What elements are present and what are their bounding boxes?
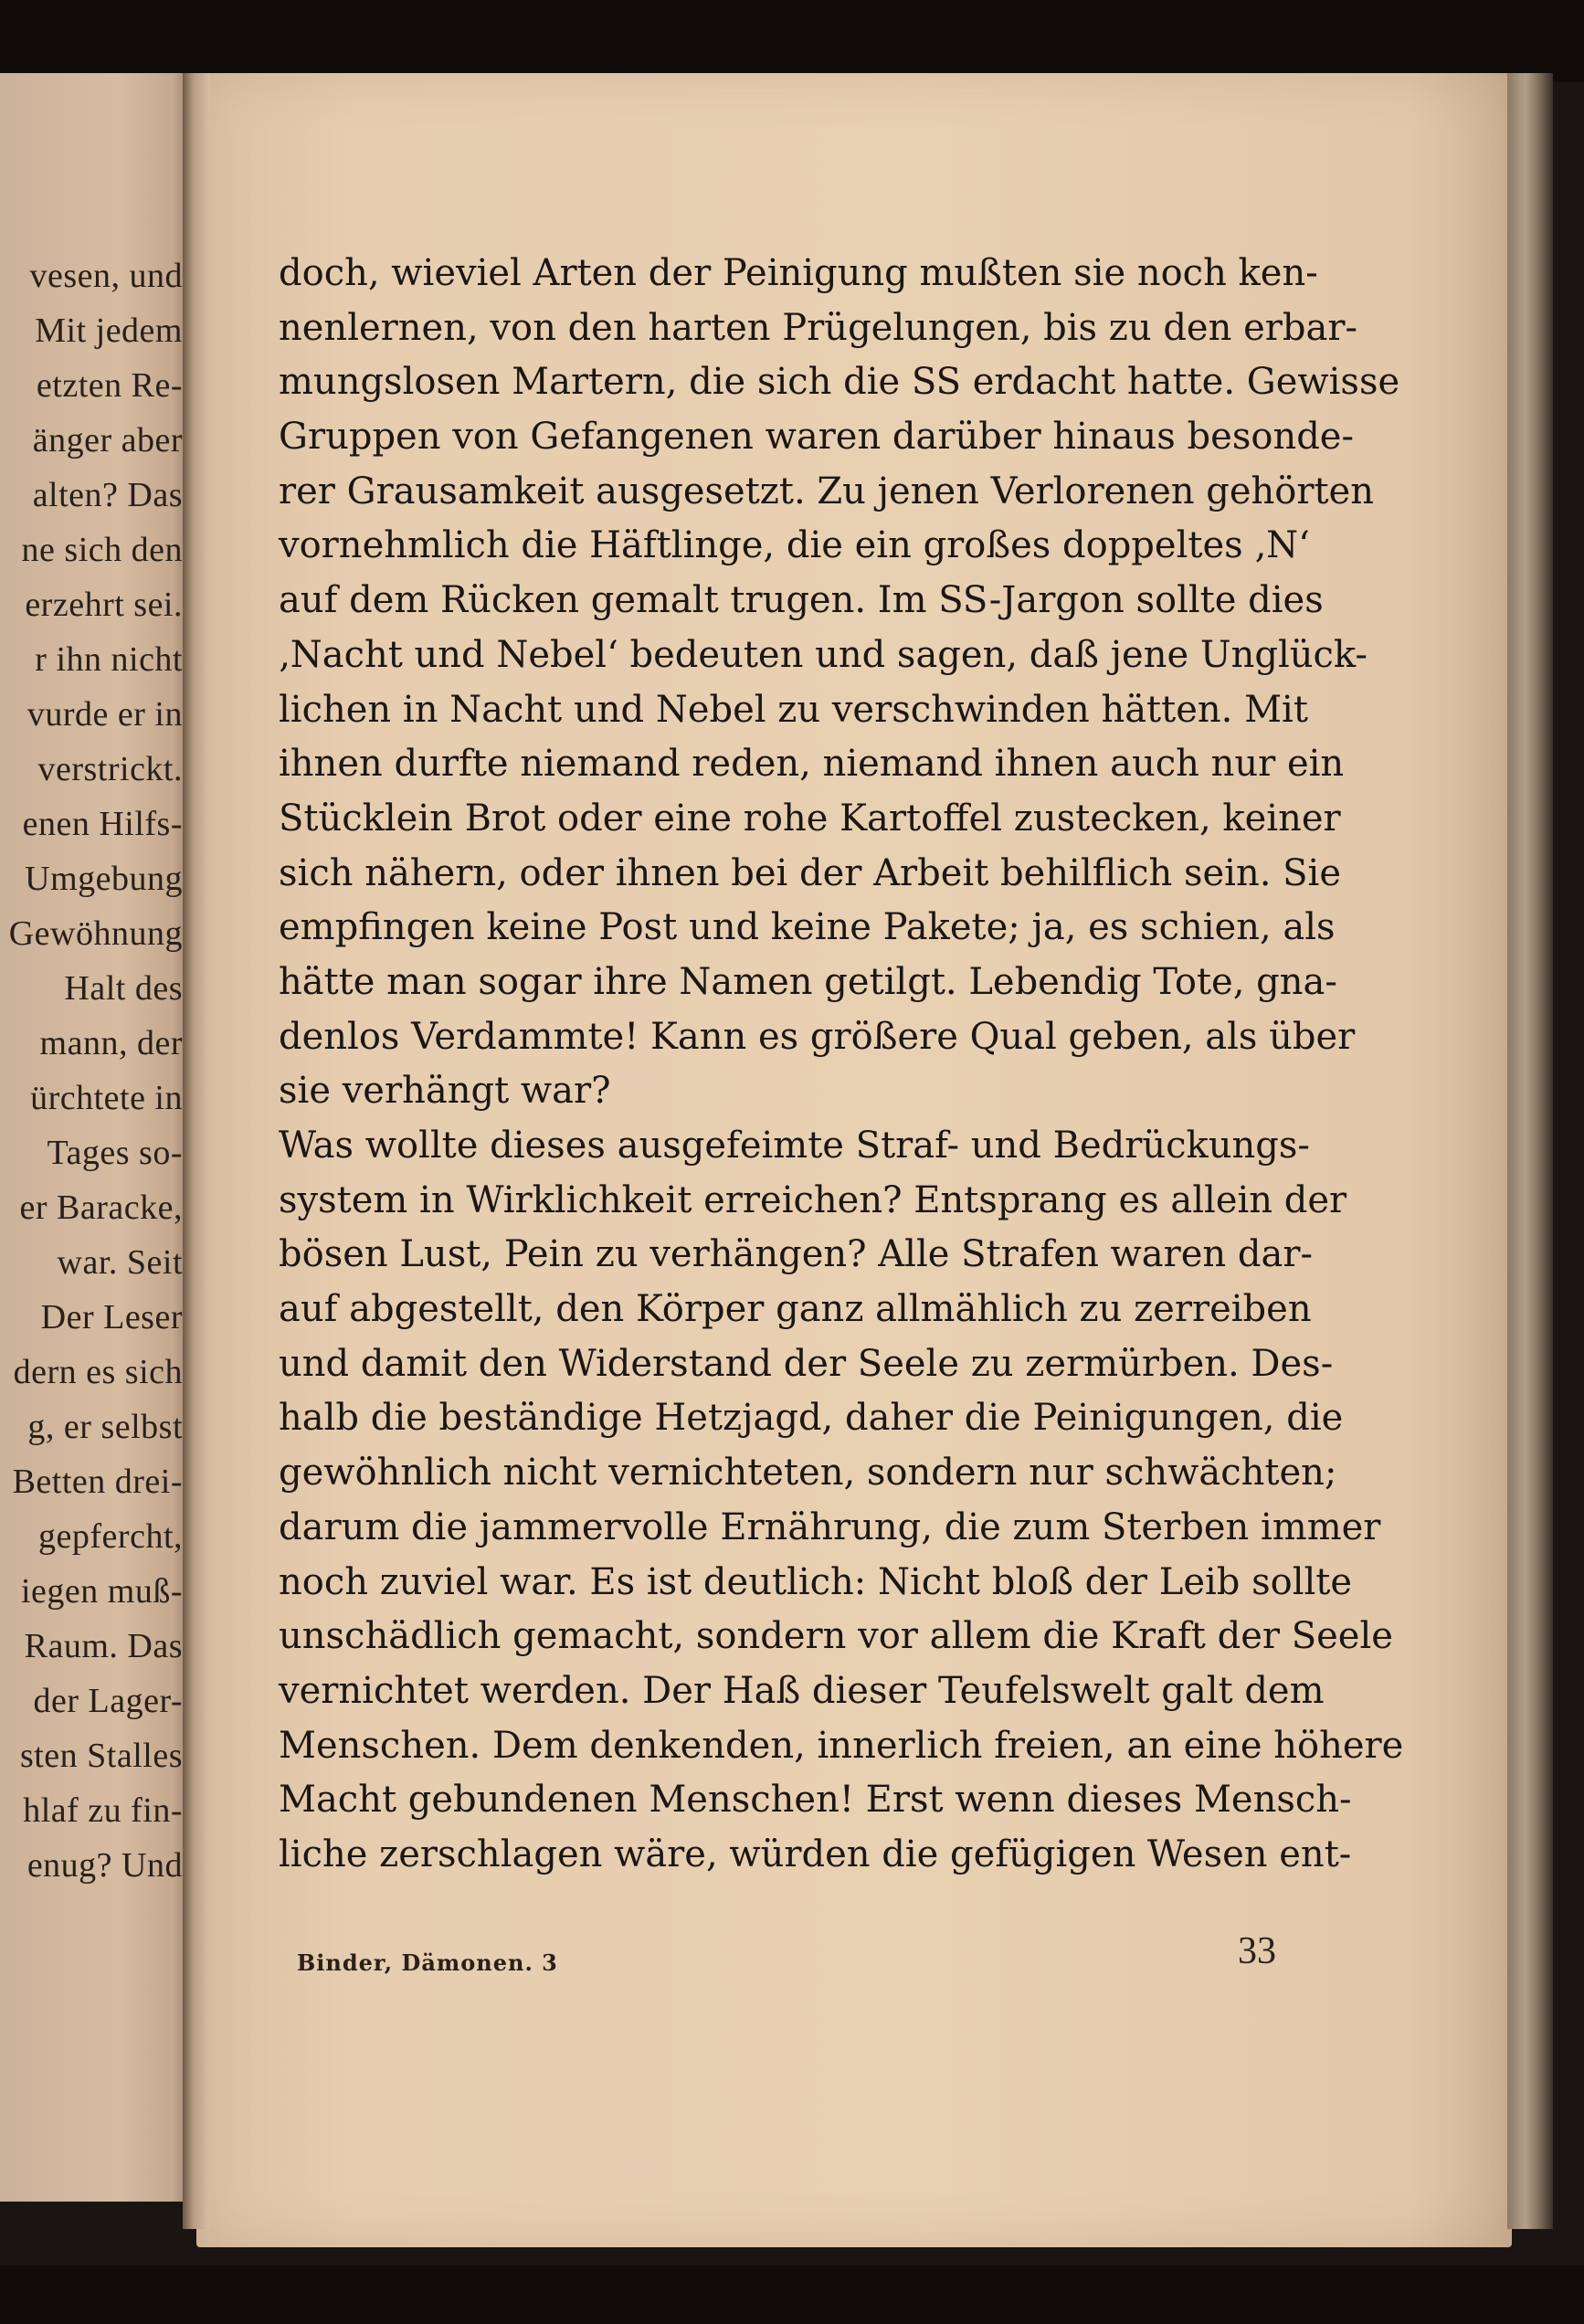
text-line: Gruppen von Gefangenen waren darüber hinaus besonde- (279, 416, 1354, 459)
text-line: Macht gebundenen Menschen! Erst wenn dieses Mensch- (279, 1779, 1352, 1822)
left-page-line: der Lager- (33, 1682, 183, 1720)
left-page-line: iegen muß- (20, 1572, 183, 1611)
text-line: auf dem Rücken gemalt trugen. Im SS-Jargon sollte dies (279, 579, 1324, 622)
left-page-line: Halt des (64, 969, 183, 1008)
left-page-line: war. Seit (57, 1243, 183, 1282)
left-page-line: ürchtete in (30, 1079, 183, 1117)
left-page-line: Umgebung (25, 860, 183, 898)
text-line: vernichtet werden. Der Haß dieser Teufelswelt galt dem (279, 1669, 1325, 1712)
left-page-line: r ihn nicht (35, 640, 183, 679)
paragraph-end-line: sie verhängt war? (279, 1070, 611, 1113)
left-page-line: vurde er in (26, 695, 183, 734)
left-page-line: änger aber (32, 421, 183, 460)
left-page-line: gepfercht, (38, 1517, 183, 1556)
text-line: Was wollte dieses ausgefeimte Straf- und Bedrückungs- (279, 1125, 1310, 1167)
page-edge (1507, 73, 1553, 2229)
left-page-line: alten? Das (32, 476, 183, 514)
left-page-line: Raum. Das (24, 1627, 183, 1665)
left-page-line: dern es sich (13, 1353, 183, 1391)
left-page-line: Mit jedem (35, 312, 183, 350)
left-page-line: etzten Re- (36, 366, 183, 405)
text-line: ‚Nacht und Nebel‘ bedeuten und sagen, daß jene Unglück- (279, 633, 1368, 676)
left-page-line: g, er selbst (27, 1408, 183, 1446)
text-line: vornehmlich die Häftlinge, die ein großes doppeltes ‚N‘ (279, 524, 1310, 567)
text-line: und damit den Widerstand der Seele zu zermürben. Des- (279, 1342, 1334, 1385)
book-gutter (183, 73, 210, 2229)
left-page-line: mann, der (39, 1024, 183, 1062)
left-page-line: sten Stalles (19, 1737, 183, 1775)
left-page-line: Gewöhnung (8, 914, 183, 953)
left-page-line: enen Hilfs- (22, 805, 183, 843)
text-line: liche zerschlagen wäre, würden die gefügigen Wesen ent- (279, 1833, 1352, 1875)
left-page-line: ne sich den (21, 531, 183, 569)
left-page-line: vesen, und (29, 257, 183, 295)
text-line: Menschen. Dem denkenden, innerlich freien, an eine höhere (279, 1724, 1404, 1767)
left-page-line: Betten drei- (12, 1463, 183, 1501)
text-line: gewöhnlich nicht vernichteten, sondern nur schwächten; (279, 1452, 1337, 1495)
text-line: bösen Lust, Pein zu verhängen? Alle Strafen waren dar- (279, 1233, 1313, 1276)
text-line: darum die jammervolle Ernährung, die zum Sterben immer (279, 1505, 1381, 1548)
background-bottom (0, 2266, 1584, 2324)
body-text (279, 247, 1404, 1883)
text-line: denlos Verdammte! Kann es größere Qual geben, als über (279, 1015, 1356, 1058)
left-page-line: verstrickt. (37, 750, 183, 788)
background-top (0, 0, 1584, 82)
left-page-line: Tages so- (47, 1134, 183, 1172)
text-line: rer Grausamkeit ausgesetzt. Zu jenen Verlorenen gehörten (279, 470, 1374, 512)
text-line: mungslosen Martern, die sich die SS erdacht hatte. Gewisse (279, 361, 1400, 404)
text-line: nenlernen, von den harten Prügelungen, bis zu den erbar- (279, 306, 1357, 349)
text-line: Stücklein Brot oder eine rohe Kartoffel zustecken, keiner (279, 797, 1341, 840)
left-page-line: er Baracke, (19, 1188, 183, 1227)
text-line: empfingen keine Post und keine Pakete; ja, es schien, als (279, 906, 1336, 949)
text-line: system in Wirklichkeit erreichen? Entsprang es allein der (279, 1178, 1347, 1221)
text-line: sich nähern, oder ihnen bei der Arbeit behilflich sein. Sie (279, 851, 1342, 894)
signature-mark: Binder, Dämonen. 3 (297, 1949, 558, 1976)
left-page-line: erzehrt sei. (25, 586, 183, 624)
text-line: noch zuviel war. Es ist deutlich: Nicht bloß der Leib sollte (279, 1560, 1353, 1603)
text-line: auf abgestellt, den Körper ganz allmählich zu zerreiben (279, 1288, 1312, 1331)
text-line: lichen in Nacht und Nebel zu verschwinden hätten. Mit (279, 688, 1308, 731)
text-line: doch, wieviel Arten der Peinigung mußten sie noch ken- (279, 252, 1318, 294)
text-line: unschädlich gemacht, sondern vor allem die Kraft der Seele (279, 1615, 1393, 1658)
left-page-line: hlaf zu fin- (23, 1791, 183, 1830)
text-line: ihnen durfte niemand reden, niemand ihnen auch nur ein (279, 743, 1345, 786)
left-page-line: Der Leser (40, 1298, 183, 1336)
left-facing-page (0, 73, 196, 2202)
left-page-line: enug? Und (26, 1846, 183, 1885)
text-line: halb die beständige Hetzjagd, daher die Peinigungen, die (279, 1397, 1344, 1440)
text-line: hätte man sogar ihre Namen getilgt. Lebendig Tote, gna- (279, 960, 1337, 1003)
page-number: 33 (1238, 1930, 1276, 1972)
